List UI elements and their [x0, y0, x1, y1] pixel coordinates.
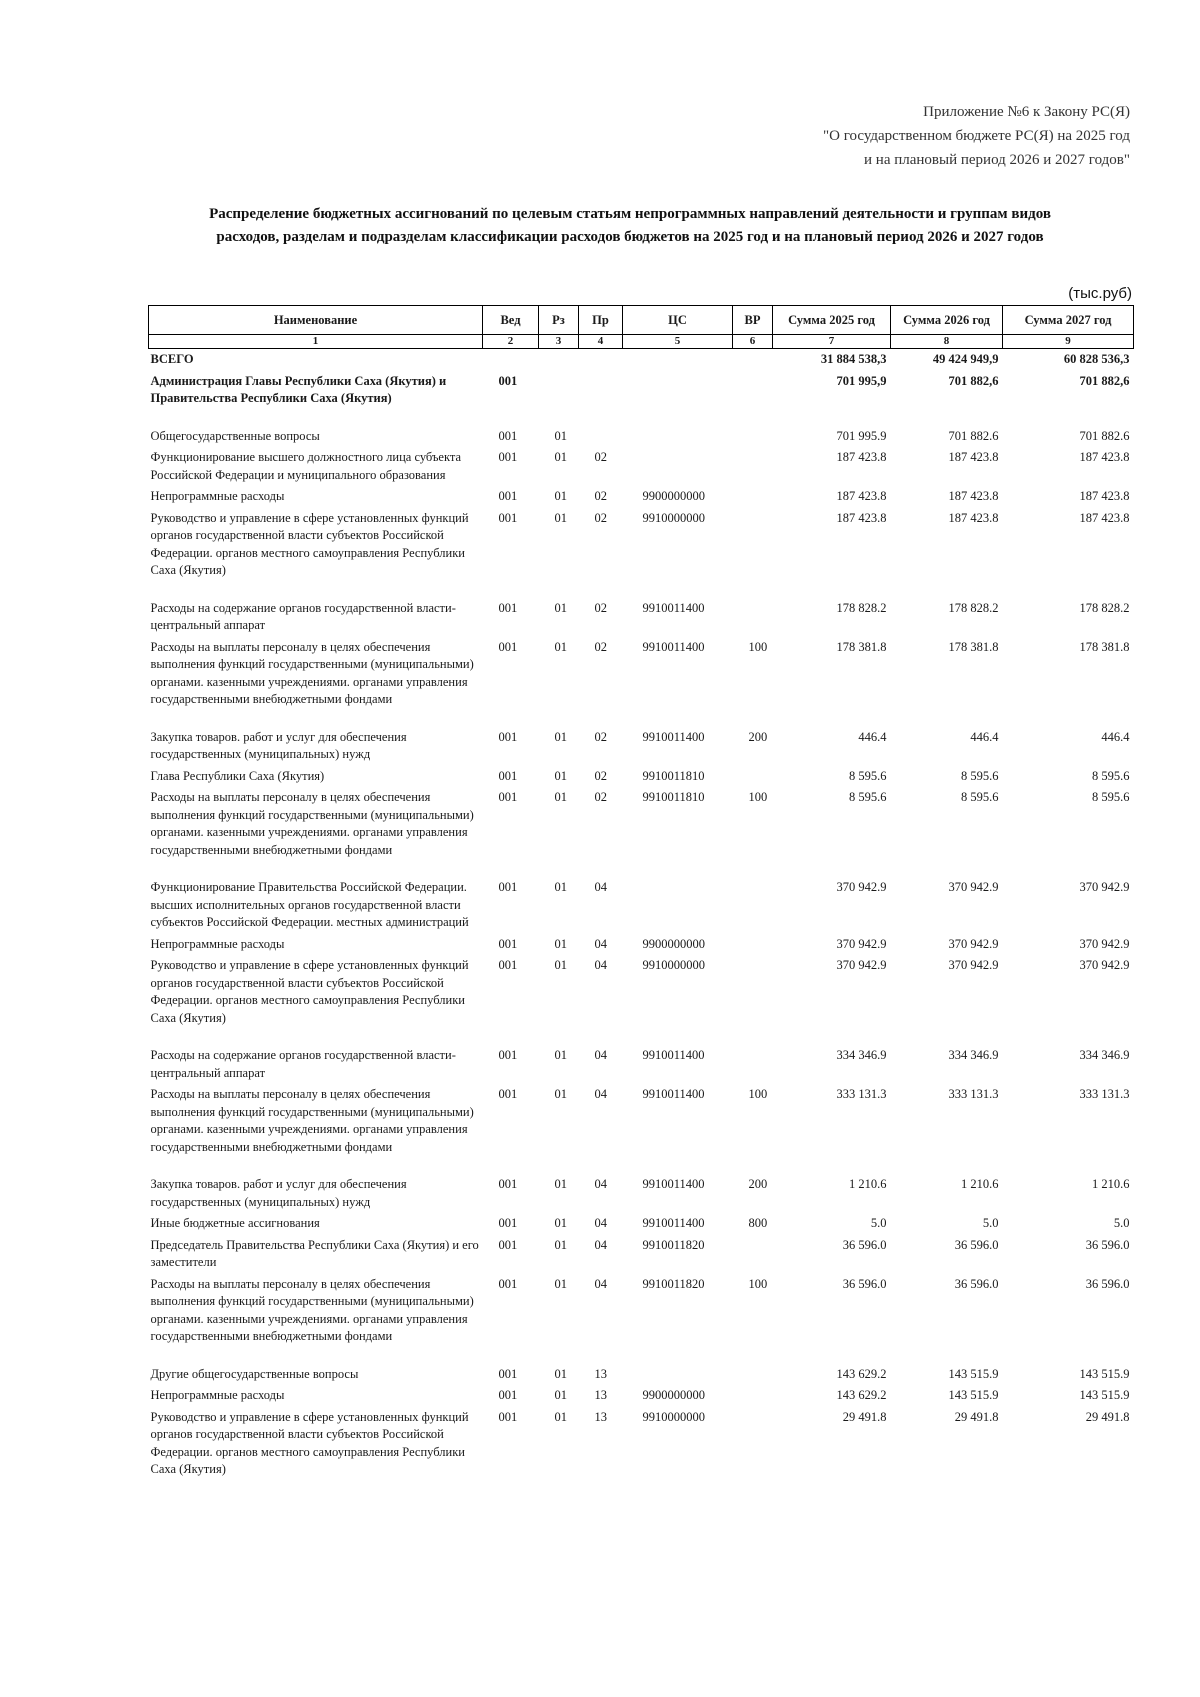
cell-sum-2026: 29 491.8 — [954, 1409, 999, 1424]
table-row — [149, 447, 1134, 486]
cell-pr: 02 — [594, 639, 607, 654]
cell-pr — [579, 426, 623, 448]
cell-rz: 01 — [554, 1048, 567, 1062]
cell-sum-2027: 36 596.0 — [1085, 1237, 1130, 1252]
table-row — [149, 486, 1134, 508]
cell-rz: 01 — [554, 729, 567, 744]
cell-ved: 001 — [498, 790, 518, 804]
cell-sum-2025: 36 596.0 — [842, 1237, 887, 1252]
cell-rz — [539, 349, 579, 371]
cell-sum-2026: 446.4 — [970, 729, 999, 744]
cell-sum-2027: 143 515.9 — [1079, 1388, 1130, 1402]
cell-sum-2025: 370 942.9 — [836, 958, 887, 972]
cell-rz: 01 — [554, 489, 567, 503]
cell-sum-2027: 5.0 — [1113, 1216, 1130, 1230]
col-header-rz: Рз — [539, 306, 579, 335]
cell-cs — [623, 349, 733, 371]
cell-cs: 9910011820 — [642, 1276, 705, 1291]
cell-vr — [733, 447, 773, 486]
cell-sum-2027: 36 596.0 — [1085, 1276, 1130, 1291]
cell-pr: 04 — [594, 1216, 607, 1230]
cell-vr — [733, 1045, 773, 1084]
cell-rz: 01 — [554, 1276, 567, 1291]
cell-sum-2025: 143 629.2 — [836, 1366, 887, 1381]
cell-sum-2025: 370 942.9 — [836, 936, 887, 951]
cell-name: Руководство и управление в сфере установленных функций органов государственной власти субъектов Российской Федерации. органов местного самоуправления Республики Саха (Якутия) — [150, 958, 469, 1025]
cell-sum-2026: 701 882,6 — [948, 373, 999, 388]
cell-name: Закупка товаров. работ и услуг для обеспечения государственных (муниципальных) нужд — [150, 1177, 407, 1209]
cell-pr: 04 — [594, 1237, 607, 1252]
cell-vr: 100 — [748, 639, 768, 654]
cell-ved: 001 — [498, 489, 518, 503]
cell-ved: 001 — [498, 958, 518, 972]
cell-name: Расходы на выплаты персоналу в целях обеспечения выполнения функций государственными (муниципальными) органами. казенными учреждениями. органами управления государственными внебюджетными фондами — [150, 1087, 474, 1154]
cell-name: Расходы на содержание органов государственной власти- центральный аппарат — [150, 600, 456, 632]
cell-pr: 13 — [594, 1409, 607, 1424]
cell-cs: 9910011810 — [642, 768, 705, 783]
table-row — [149, 727, 1134, 766]
cell-sum-2026: 143 515.9 — [948, 1366, 999, 1381]
cell-sum-2025: 8 595.6 — [849, 768, 887, 783]
cell-ved: 001 — [498, 1048, 518, 1062]
cell-sum-2026: 187 423.8 — [948, 510, 999, 525]
table-row — [149, 598, 1134, 637]
cell-ved — [483, 349, 539, 371]
table-row — [149, 1174, 1134, 1213]
cell-rz: 01 — [554, 768, 567, 783]
cell-sum-2026: 5.0 — [982, 1216, 999, 1230]
cell-ved: 001 — [498, 1409, 518, 1424]
cell-vr — [733, 766, 773, 788]
cell-sum-2026: 49 424 949,9 — [932, 352, 999, 366]
cell-rz: 01 — [554, 1087, 567, 1101]
cell-vr: 200 — [748, 729, 768, 744]
cell-vr — [733, 934, 773, 956]
col-header-vr: ВР — [733, 306, 773, 335]
cell-cs: 9910011400 — [642, 1048, 705, 1062]
cell-sum-2027: 701 882,6 — [1079, 373, 1130, 388]
cell-sum-2026: 36 596.0 — [954, 1276, 999, 1291]
col-header-sum-2027: Сумма 2027 год — [1003, 306, 1134, 335]
table-row — [149, 787, 1134, 877]
cell-sum-2025: 5.0 — [870, 1216, 887, 1230]
cell-sum-2025: 187 423.8 — [836, 510, 887, 525]
cell-pr: 02 — [594, 600, 607, 615]
cell-sum-2025: 701 995.9 — [836, 428, 887, 443]
cell-cs: 9900000000 — [642, 489, 705, 503]
cell-pr: 02 — [594, 768, 607, 783]
cell-cs — [623, 877, 733, 934]
cell-vr — [733, 598, 773, 637]
cell-cs: 9910011400 — [642, 1216, 705, 1230]
cell-sum-2027: 187 423.8 — [1079, 450, 1130, 464]
appendix-line: Приложение №6 к Закону РС(Я) — [923, 104, 1130, 120]
cell-rz: 01 — [554, 1216, 567, 1230]
cell-name: Председатель Правительства Республики Саха (Якутия) и его заместители — [150, 1237, 479, 1269]
cell-cs: 9910011810 — [642, 790, 705, 804]
cell-name: Руководство и управление в сфере установленных функций органов государственной власти субъектов Российской Федерации. органов местного самоуправления Республики Саха (Якутия) — [150, 1409, 469, 1476]
cell-rz: 01 — [554, 510, 567, 525]
cell-rz — [539, 371, 579, 426]
title-line: расходов, разделам и подразделам классификации расходов бюджетов на 2025 год и на плановый период 2026 и 2027 годов — [216, 229, 1044, 245]
cell-sum-2026: 370 942.9 — [948, 880, 999, 894]
cell-rz: 01 — [554, 639, 567, 654]
cell-ved: 001 — [498, 1276, 518, 1291]
table-row — [149, 1045, 1134, 1084]
cell-pr: 02 — [594, 450, 607, 464]
cell-sum-2027: 187 423.8 — [1079, 489, 1130, 503]
cell-cs: 9910000000 — [642, 510, 705, 525]
cell-rz: 01 — [554, 880, 567, 894]
cell-cs: 9900000000 — [642, 936, 705, 951]
cell-sum-2027: 8 595.6 — [1092, 768, 1130, 783]
cell-name: Другие общегосударственные вопросы — [150, 1366, 359, 1381]
cell-name: Функционирование высшего должностного лица субъекта Российской Федерации и муниципального образования — [150, 450, 462, 482]
title-line: Распределение бюджетных ассигнований по целевым статьям непрограммных направлений деятельности и группам видов — [209, 206, 1051, 222]
cell-vr — [733, 1385, 773, 1407]
cell-ved: 001 — [498, 450, 518, 464]
col-number: 3 — [539, 335, 579, 349]
table-row — [149, 1274, 1134, 1364]
cell-name: Функционирование Правительства Российской Федерации. высших исполнительных органов государственной власти субъектов Российской Федерации. местных администраций — [150, 880, 469, 929]
cell-pr: 04 — [594, 936, 607, 951]
table-row — [149, 349, 1134, 371]
cell-sum-2025: 370 942.9 — [836, 880, 887, 894]
cell-sum-2027: 333 131.3 — [1079, 1087, 1130, 1101]
cell-name: Расходы на содержание органов государственной власти- центральный аппарат — [150, 1048, 456, 1080]
col-header-name: Наименование — [149, 306, 483, 335]
cell-pr: 13 — [594, 1366, 607, 1381]
cell-sum-2026: 333 131.3 — [948, 1087, 999, 1101]
cell-name: Непрограммные расходы — [150, 1388, 285, 1402]
cell-sum-2026: 187 423.8 — [948, 489, 999, 503]
cell-vr — [733, 1364, 773, 1386]
cell-cs — [623, 1364, 733, 1386]
table-row — [149, 877, 1134, 934]
cell-sum-2027: 370 942.9 — [1079, 880, 1130, 894]
cell-vr — [733, 486, 773, 508]
table-row — [149, 766, 1134, 788]
col-number: 6 — [733, 335, 773, 349]
cell-rz: 01 — [554, 428, 567, 443]
cell-sum-2027: 143 515.9 — [1079, 1366, 1130, 1381]
cell-sum-2025: 36 596.0 — [842, 1276, 887, 1291]
cell-name: Иные бюджетные ассигнования — [150, 1216, 320, 1230]
cell-sum-2026: 8 595.6 — [961, 768, 999, 783]
cell-name: Глава Республики Саха (Якутия) — [150, 768, 325, 783]
cell-pr: 04 — [594, 1087, 607, 1101]
cell-vr: 100 — [748, 790, 768, 804]
cell-rz: 01 — [554, 1388, 567, 1402]
cell-rz: 01 — [554, 936, 567, 951]
cell-pr: 04 — [594, 958, 607, 972]
col-header-cs: ЦС — [623, 306, 733, 335]
cell-sum-2027: 334 346.9 — [1079, 1048, 1130, 1062]
cell-sum-2025: 446.4 — [858, 729, 887, 744]
table-row — [149, 1364, 1134, 1386]
cell-name: Администрация Главы Республики Саха (Якутия) и Правительства Республики Саха (Якутия) — [150, 373, 447, 405]
cell-cs: 9910000000 — [642, 958, 705, 972]
cell-rz: 01 — [554, 450, 567, 464]
cell-cs: 9910011400 — [642, 600, 705, 615]
cell-name: Общегосударственные вопросы — [150, 428, 320, 443]
appendix-reference — [823, 100, 1130, 172]
table-header-row — [149, 306, 1134, 335]
col-number: 4 — [579, 335, 623, 349]
cell-sum-2025: 178 828.2 — [836, 600, 887, 615]
table-row — [149, 1385, 1134, 1407]
cell-sum-2026: 36 596.0 — [954, 1237, 999, 1252]
cell-ved: 001 — [498, 1087, 518, 1101]
cell-sum-2027: 8 595.6 — [1092, 790, 1130, 804]
cell-vr — [733, 1235, 773, 1274]
table-row — [149, 371, 1134, 426]
cell-cs: 9910011400 — [642, 1087, 705, 1101]
cell-rz: 01 — [554, 790, 567, 804]
cell-pr — [579, 349, 623, 371]
cell-ved: 001 — [498, 729, 518, 744]
cell-ved: 001 — [498, 1237, 518, 1252]
cell-ved: 001 — [498, 880, 518, 894]
table-row — [149, 934, 1134, 956]
cell-sum-2027: 370 942.9 — [1079, 936, 1130, 951]
cell-vr — [733, 371, 773, 426]
cell-sum-2026: 8 595.6 — [961, 790, 999, 804]
cell-sum-2025: 701 995,9 — [836, 373, 887, 388]
table-row — [149, 1213, 1134, 1235]
cell-pr: 02 — [594, 510, 607, 525]
cell-sum-2026: 370 942.9 — [948, 958, 999, 972]
cell-vr — [733, 877, 773, 934]
cell-ved: 001 — [498, 1388, 518, 1402]
cell-ved: 001 — [498, 600, 518, 615]
cell-cs: 9910011400 — [642, 729, 705, 744]
col-number: 1 — [149, 335, 483, 349]
cell-vr: 100 — [748, 1087, 768, 1101]
cell-vr — [733, 349, 773, 371]
cell-vr — [733, 1407, 773, 1481]
cell-rz: 01 — [554, 1177, 567, 1191]
cell-ved: 001 — [498, 373, 518, 388]
table-row — [149, 1407, 1134, 1481]
cell-sum-2027: 29 491.8 — [1085, 1409, 1130, 1424]
col-number: 5 — [623, 335, 733, 349]
cell-sum-2027: 701 882.6 — [1079, 428, 1130, 443]
cell-pr: 04 — [594, 880, 607, 894]
cell-pr: 02 — [594, 729, 607, 744]
table-row — [149, 426, 1134, 448]
cell-ved: 001 — [498, 428, 518, 443]
cell-name: Непрограммные расходы — [150, 936, 285, 951]
cell-ved: 001 — [498, 768, 518, 783]
cell-rz: 01 — [554, 1366, 567, 1381]
cell-rz: 01 — [554, 600, 567, 615]
col-number: 8 — [891, 335, 1003, 349]
cell-sum-2027: 370 942.9 — [1079, 958, 1130, 972]
cell-vr: 200 — [748, 1177, 768, 1191]
cell-name: ВСЕГО — [150, 352, 194, 366]
cell-sum-2027: 187 423.8 — [1079, 510, 1130, 525]
cell-name: Непрограммные расходы — [150, 489, 285, 503]
table-row — [149, 508, 1134, 598]
cell-sum-2025: 8 595.6 — [849, 790, 887, 804]
cell-cs — [623, 426, 733, 448]
col-header-ved: Вед — [483, 306, 539, 335]
cell-sum-2025: 333 131.3 — [836, 1087, 887, 1101]
cell-pr: 04 — [594, 1177, 607, 1191]
budget-table — [148, 305, 1134, 1481]
col-header-pr: Пр — [579, 306, 623, 335]
document-title — [110, 203, 1150, 249]
cell-sum-2026: 334 346.9 — [948, 1048, 999, 1062]
cell-sum-2025: 178 381.8 — [836, 639, 887, 654]
cell-sum-2025: 31 884 538,3 — [820, 352, 887, 366]
cell-cs: 9910011400 — [642, 1177, 705, 1191]
cell-sum-2027: 60 828 536,3 — [1063, 352, 1130, 366]
cell-sum-2025: 1 210.6 — [849, 1177, 887, 1191]
cell-sum-2027: 178 828.2 — [1079, 600, 1130, 615]
cell-sum-2025: 187 423.8 — [836, 489, 887, 503]
col-number: 7 — [773, 335, 891, 349]
col-number: 9 — [1003, 335, 1134, 349]
table-row — [149, 955, 1134, 1045]
cell-pr: 02 — [594, 790, 607, 804]
cell-pr: 13 — [594, 1388, 607, 1402]
cell-ved: 001 — [498, 1366, 518, 1381]
cell-cs: 9900000000 — [642, 1388, 705, 1402]
cell-sum-2025: 187 423.8 — [836, 450, 887, 464]
cell-sum-2026: 178 828.2 — [948, 600, 999, 615]
cell-ved: 001 — [498, 936, 518, 951]
cell-rz: 01 — [554, 1237, 567, 1252]
appendix-line: "О государственном бюджете РС(Я) на 2025 год — [823, 128, 1130, 144]
cell-vr — [733, 508, 773, 598]
cell-sum-2026: 178 381.8 — [948, 639, 999, 654]
table-row — [149, 637, 1134, 727]
col-header-sum-2026: Сумма 2026 год — [891, 306, 1003, 335]
cell-vr — [733, 426, 773, 448]
cell-sum-2025: 334 346.9 — [836, 1048, 887, 1062]
cell-sum-2025: 29 491.8 — [842, 1409, 887, 1424]
cell-pr — [579, 371, 623, 426]
cell-name: Расходы на выплаты персоналу в целях обеспечения выполнения функций государственными (муниципальными) органами. казенными учреждениями. органами управления государственными внебюджетными фондами — [150, 639, 474, 706]
col-number: 2 — [483, 335, 539, 349]
table-row — [149, 1084, 1134, 1174]
cell-ved: 001 — [498, 639, 518, 654]
cell-name: Расходы на выплаты персоналу в целях обеспечения выполнения функций государственными (муниципальными) органами. казенными учреждениями. органами управления государственными внебюджетными фондами — [150, 790, 474, 857]
cell-cs: 9910000000 — [642, 1409, 705, 1424]
cell-cs: 9910011820 — [642, 1237, 705, 1252]
cell-rz: 01 — [554, 958, 567, 972]
cell-pr: 04 — [594, 1048, 607, 1062]
cell-cs: 9910011400 — [642, 639, 705, 654]
cell-vr — [733, 955, 773, 1045]
cell-sum-2027: 1 210.6 — [1092, 1177, 1130, 1191]
cell-ved: 001 — [498, 510, 518, 525]
units-label: (тыс.руб) — [1068, 285, 1132, 302]
cell-ved: 001 — [498, 1216, 518, 1230]
cell-sum-2026: 187 423.8 — [948, 450, 999, 464]
cell-sum-2025: 143 629.2 — [836, 1388, 887, 1402]
cell-cs — [623, 371, 733, 426]
cell-sum-2026: 370 942.9 — [948, 936, 999, 951]
cell-sum-2027: 178 381.8 — [1079, 639, 1130, 654]
table-body — [149, 349, 1134, 1481]
cell-pr: 02 — [594, 489, 607, 503]
table-row — [149, 1235, 1134, 1274]
cell-rz: 01 — [554, 1409, 567, 1424]
cell-sum-2026: 701 882.6 — [948, 428, 999, 443]
cell-vr: 800 — [748, 1216, 768, 1230]
cell-pr: 04 — [594, 1276, 607, 1291]
cell-ved: 001 — [498, 1177, 518, 1191]
cell-vr: 100 — [748, 1276, 768, 1291]
appendix-line: и на плановый период 2026 и 2027 годов" — [864, 152, 1130, 168]
cell-name: Расходы на выплаты персоналу в целях обеспечения выполнения функций государственными (муниципальными) органами. казенными учреждениями. органами управления государственными внебюджетными фондами — [150, 1276, 474, 1343]
col-header-sum-2025: Сумма 2025 год — [773, 306, 891, 335]
cell-sum-2026: 1 210.6 — [961, 1177, 999, 1191]
cell-sum-2026: 143 515.9 — [948, 1388, 999, 1402]
cell-sum-2027: 446.4 — [1101, 729, 1130, 744]
cell-name: Закупка товаров. работ и услуг для обеспечения государственных (муниципальных) нужд — [150, 729, 407, 761]
cell-name: Руководство и управление в сфере установленных функций органов государственной власти субъектов Российской Федерации. органов местного самоуправления Республики Саха (Якутия) — [150, 510, 469, 577]
cell-cs — [623, 447, 733, 486]
column-number-row — [149, 335, 1134, 349]
